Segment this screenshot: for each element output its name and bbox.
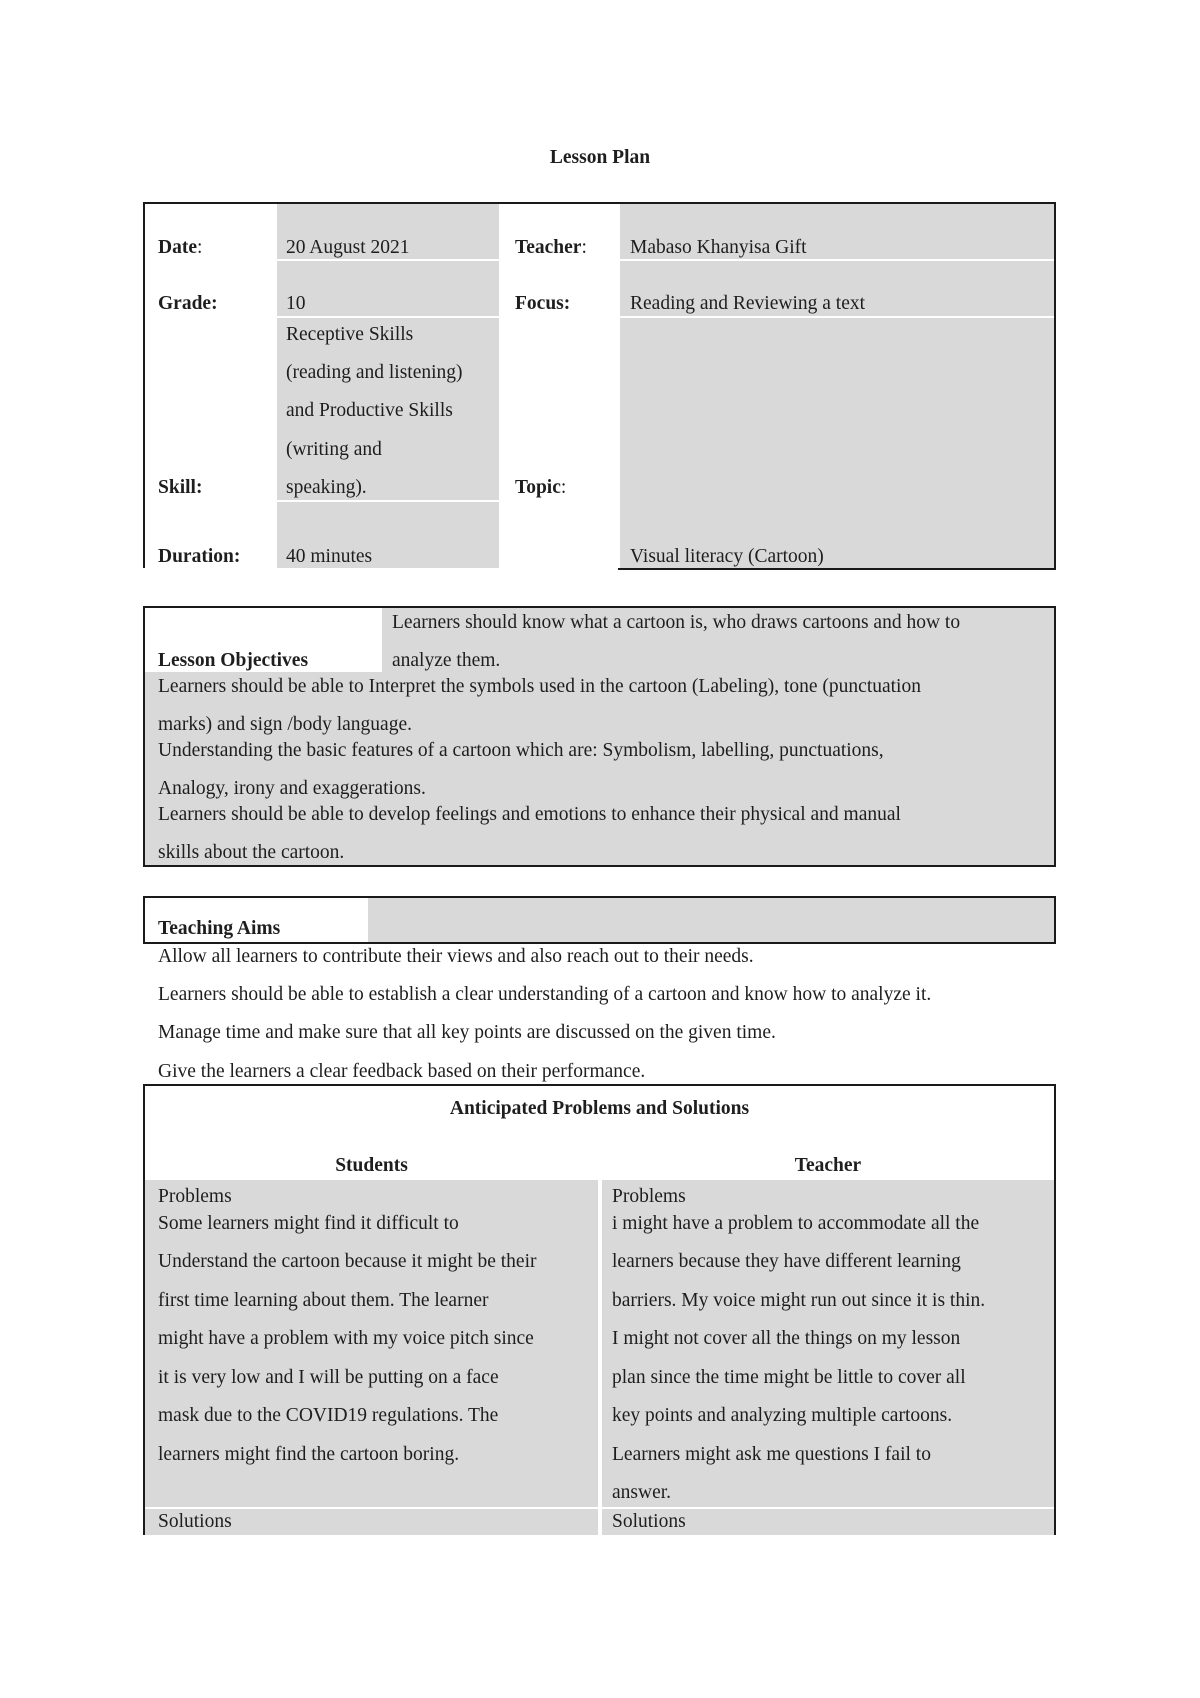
page-title: Lesson Plan bbox=[549, 147, 651, 168]
grade-value: 10 bbox=[286, 293, 306, 314]
teacher-problem-line: I might not cover all the things on my lesson bbox=[612, 1328, 961, 1349]
topic-label: Topic: bbox=[515, 477, 567, 498]
header-table-bottom-border bbox=[618, 568, 1056, 570]
teacher-value: Mabaso Khanyisa Gift bbox=[630, 237, 807, 258]
teacher-problem-line: key points and analyzing multiple cartoons. bbox=[612, 1405, 953, 1426]
teaching-aim-item: Learners should be able to establish a clear understanding of a cartoon and know how to analyze it. bbox=[158, 984, 932, 1005]
teacher-problem-line: Learners might ask me questions I fail to bbox=[612, 1444, 931, 1465]
date-label: Date: bbox=[158, 237, 203, 258]
students-problems-label: Problems bbox=[158, 1186, 232, 1207]
problems-table-right-border bbox=[1054, 1084, 1056, 1535]
students-header: Students bbox=[335, 1155, 408, 1176]
skill-line: speaking). bbox=[286, 477, 367, 498]
teacher-problem-line: answer. bbox=[612, 1482, 672, 1503]
skill-line: and Productive Skills bbox=[286, 400, 453, 421]
objective-line: Learners should be able to Interpret the symbols used in the cartoon (Labeling), tone (punctuation bbox=[158, 676, 921, 697]
date-value: 20 August 2021 bbox=[286, 237, 410, 258]
header-table-left-border bbox=[143, 202, 145, 568]
topic-value-cell bbox=[620, 318, 1056, 568]
students-solutions-label: Solutions bbox=[158, 1511, 232, 1532]
skill-line: Receptive Skills bbox=[286, 324, 414, 345]
objective-line: Analogy, irony and exaggerations. bbox=[158, 778, 426, 799]
grade-label: Grade: bbox=[158, 293, 218, 314]
problems-table-title: Anticipated Problems and Solutions bbox=[449, 1098, 750, 1119]
teacher-solutions-label: Solutions bbox=[612, 1511, 686, 1532]
problems-table-left-border bbox=[143, 1084, 145, 1535]
header-table-right-border bbox=[1054, 202, 1056, 570]
objective-line: marks) and sign /body language. bbox=[158, 714, 412, 735]
students-problem-line: might have a problem with my voice pitch since bbox=[158, 1328, 534, 1349]
objective-line: Learners should be able to develop feelings and emotions to enhance their physical and manual bbox=[158, 804, 901, 825]
teacher-problem-line: barriers. My voice might run out since it is thin. bbox=[612, 1290, 986, 1311]
skill-line: (writing and bbox=[286, 439, 382, 460]
problems-table-top-border bbox=[143, 1084, 1056, 1086]
objective-line: Understanding the basic features of a cartoon which are: Symbolism, labelling, punctuations, bbox=[158, 740, 884, 761]
duration-value: 40 minutes bbox=[286, 546, 373, 567]
header-table-top-border bbox=[143, 202, 1056, 204]
students-problem-line: Understand the cartoon because it might be their bbox=[158, 1251, 537, 1272]
objectives-table bbox=[143, 606, 1056, 867]
students-problem-line: learners might find the cartoon boring. bbox=[158, 1444, 460, 1465]
teaching-aim-item: Give the learners a clear feedback based on their performance. bbox=[158, 1061, 646, 1082]
teacher-label: Teacher: bbox=[515, 237, 587, 258]
students-problem-line: it is very low and I will be putting on a face bbox=[158, 1367, 499, 1388]
teaching-aim-item: Manage time and make sure that all key points are discussed on the given time. bbox=[158, 1022, 776, 1043]
focus-value: Reading and Reviewing a text bbox=[630, 293, 866, 314]
grade-value-cell bbox=[277, 261, 499, 316]
teacher-header: Teacher bbox=[794, 1155, 862, 1176]
teacher-problem-line: i might have a problem to accommodate all the bbox=[612, 1213, 980, 1234]
teaching-aim-item: Allow all learners to contribute their views and also reach out to their needs. bbox=[158, 946, 754, 967]
students-problem-line: Some learners might find it difficult to bbox=[158, 1213, 459, 1234]
teaching-aims-label: Teaching Aims bbox=[158, 918, 281, 939]
skill-label: Skill: bbox=[158, 477, 203, 498]
duration-label: Duration: bbox=[158, 546, 241, 567]
students-problem-line: mask due to the COVID19 regulations. The bbox=[158, 1405, 499, 1426]
teacher-problem-line: plan since the time might be little to cover all bbox=[612, 1367, 966, 1388]
objective-line: skills about the cartoon. bbox=[158, 842, 345, 863]
students-problem-line: first time learning about them. The learner bbox=[158, 1290, 489, 1311]
focus-label: Focus: bbox=[515, 293, 571, 314]
teacher-problem-line: learners because they have different learning bbox=[612, 1251, 961, 1272]
objectives-first-line: Learners should know what a cartoon is, who draws cartoons and how to bbox=[392, 612, 961, 633]
topic-value: Visual literacy (Cartoon) bbox=[630, 546, 824, 567]
objectives-label: Lesson Objectives bbox=[158, 650, 309, 671]
objectives-first-line: analyze them. bbox=[392, 650, 501, 671]
teacher-problems-label: Problems bbox=[612, 1186, 686, 1207]
skill-line: (reading and listening) bbox=[286, 362, 463, 383]
